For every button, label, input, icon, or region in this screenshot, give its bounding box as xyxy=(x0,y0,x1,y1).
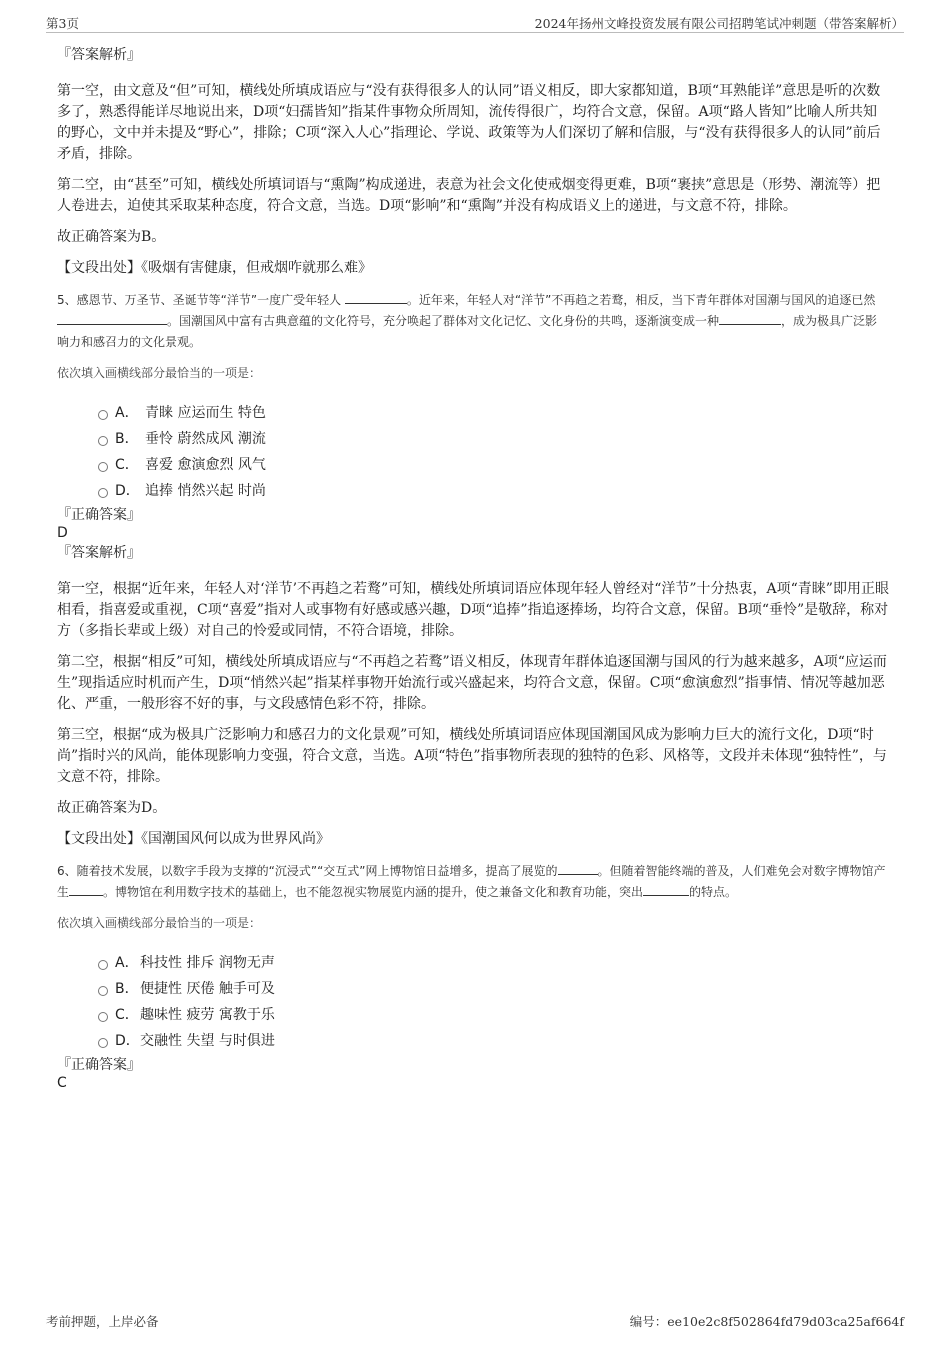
option-c[interactable]: C． 喜爱 愈演愈烈 风气 xyxy=(57,452,889,478)
analysis-label: 『答案解析』 xyxy=(57,545,141,561)
document-title: 2024年扬州文峰投资发展有限公司招聘笔试冲刺题（带答案解析） xyxy=(534,16,904,31)
radio-button[interactable] xyxy=(98,410,108,420)
blank-1 xyxy=(558,862,598,875)
analysis-label: 『答案解析』 xyxy=(57,47,141,63)
blank-3 xyxy=(719,312,781,325)
question-prompt: 依次填入画横线部分最恰当的一项是： xyxy=(57,366,262,380)
radio-button[interactable] xyxy=(98,1038,108,1048)
radio-button[interactable] xyxy=(98,986,108,996)
analysis-conclusion: 故正确答案为D。 xyxy=(57,800,167,816)
blank-1 xyxy=(345,291,407,304)
question-6-options xyxy=(57,950,889,1054)
analysis-paragraph: 第二空，由“甚至”可知，横线处所填词语与“熏陶”构成递进，表意为社会文化使戒烟变得更难，B项“裹挟”意思是（形势、潮流等）把人卷进去，迫使其采取某种态度，符合文意，当选。D项“影响”和“熏陶”并没有构成语义上的递进，与文意不符，排除。 xyxy=(57,177,881,214)
document-body xyxy=(57,46,889,1092)
analysis-paragraph: 第三空，根据“成为极具广泛影响力和感召力的文化景观”可知，横线处所填词语应体现国潮国风成为影响力巨大的流行文化，D项“时尚”指时兴的风尚，能体现影响力变强，符合文意，当选。A项“特色”指事物所表现的独特的色彩、风格等，文段并未体现“独特性”，与文意不符，排除。 xyxy=(57,727,887,785)
radio-button[interactable] xyxy=(98,1012,108,1022)
correct-answer-label: 『正确答案』 xyxy=(57,1057,141,1073)
radio-button[interactable] xyxy=(98,488,108,498)
analysis-paragraph: 第一空，根据“近年来，年轻人对‘洋节’不再趋之若鹜”可知，横线处所填词语应体现年轻人曾经对“洋节”十分热衷，A项“青睐”即用正眼相看，指喜爱或重视，C项“喜爱”指对人或事物有好感或感兴趣，D项“追捧”指追逐捧场，均符合文意，保留。B项“垂怜”是敬辞，称对方（多指长辈或上级）对自己的怜爱或同情，不符合语境，排除。 xyxy=(57,581,889,639)
option-b[interactable]: B． 便捷性 厌倦 触手可及 xyxy=(57,976,889,1002)
correct-answer: D xyxy=(57,525,68,541)
question-prompt: 依次填入画横线部分最恰当的一项是： xyxy=(57,916,262,930)
question-6-stem: 6、随着技术发展，以数字手段为支撑的“沉浸式”“交互式”网上博物馆日益增多，提高了展览的 。但随着智能终端的普及，人们难免会对数字博物馆产生 。博物馆在利用数字技术的基础上，也不能忽视实物展览内涵的提升，使之兼备文化和教育功能，突出 的特点。 xyxy=(57,864,886,899)
footer-slogan: 考前押题，上岸必备 xyxy=(46,1314,159,1329)
radio-button[interactable] xyxy=(98,436,108,446)
option-a[interactable]: A． 青睐 应运而生 特色 xyxy=(57,400,889,426)
passage-source: 【文段出处】《国潮国风何以成为世界风尚》 xyxy=(57,831,330,847)
analysis-conclusion: 故正确答案为B。 xyxy=(57,229,166,245)
option-c[interactable]: C． 趣味性 疲劳 寓教于乐 xyxy=(57,1002,889,1028)
blank-2 xyxy=(69,883,103,896)
passage-source: 【文段出处】《吸烟有害健康，但戒烟咋就那么难》 xyxy=(57,260,372,276)
page-footer xyxy=(46,1312,904,1330)
option-a[interactable]: A． 科技性 排斥 润物无声 xyxy=(57,950,889,976)
document-id: 编号：ee10e2c8f502864fd79d03ca25af664f xyxy=(629,1314,904,1329)
blank-3 xyxy=(643,883,689,896)
blank-2 xyxy=(57,312,167,325)
question-5-stem: 5、感恩节、万圣节、圣诞节等“洋节”一度广受年轻人 。近年来，年轻人对“洋节”不再趋之若鹜，相反，当下青年群体对国潮与国风的追逐已然 。国潮国风中富有古典意蕴的文化符号，充分唤起了群体对文化记忆、文化身份的共鸣，逐渐演变成一种 ，成为极具广泛影响力和感召力的文化景观。 xyxy=(57,293,878,349)
page-number: 第3页 xyxy=(46,16,79,31)
radio-button[interactable] xyxy=(98,462,108,472)
radio-button[interactable] xyxy=(98,960,108,970)
option-b[interactable]: B． 垂怜 蔚然成风 潮流 xyxy=(57,426,889,452)
question-5-options xyxy=(57,400,889,504)
analysis-paragraph: 第一空，由文意及“但”可知，横线处所填成语应与“没有获得很多人的认同”语义相反，即大家都知道，B项“耳熟能详”意思是听的次数多了，熟悉得能详尽地说出来，D项“妇孺皆知”指某件事物众所周知，流传得很广，均符合文意，保留。A项“路人皆知”比喻人所共知的野心，文中并未提及“野心”，排除；C项“深入人心”指理论、学说、政策等为人们深切了解和信服，与“没有获得很多人的认同”前后矛盾，排除。 xyxy=(57,83,881,162)
page-header xyxy=(46,14,904,33)
option-d[interactable]: D． 交融性 失望 与时俱进 xyxy=(57,1028,889,1054)
analysis-paragraph: 第二空，根据“相反”可知，横线处所填成语应与“不再趋之若鹜”语义相反，体现青年群体追逐国潮与国风的行为越来越多，A项“应运而生”现指适应时机而产生，D项“悄然兴起”指某样事物开始流行或兴盛起来，均符合文意，保留。C项“愈演愈烈”指事情、情况等越加恶化、严重，一般形容不好的事，与文段感情色彩不符，排除。 xyxy=(57,654,887,712)
option-d[interactable]: D． 追捧 悄然兴起 时尚 xyxy=(57,478,889,504)
correct-answer: C xyxy=(57,1075,67,1091)
correct-answer-label: 『正确答案』 xyxy=(57,507,141,523)
